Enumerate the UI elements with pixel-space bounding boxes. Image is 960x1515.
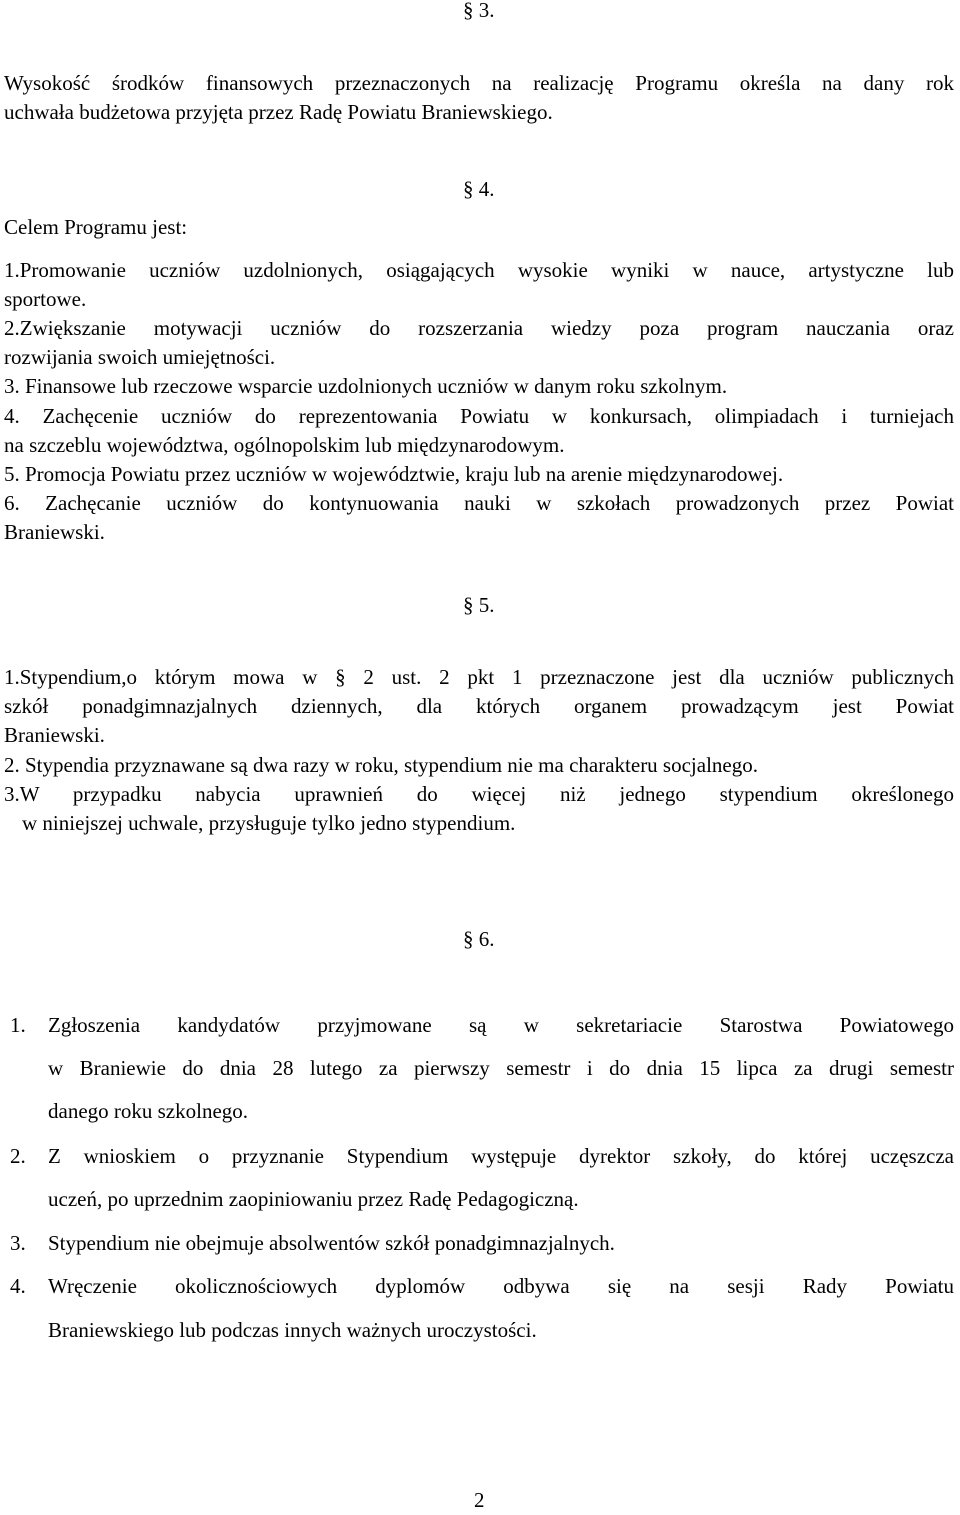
section-4-line-3: 2.Zwiększanie motywacji uczniów do rozszerzania wiedzy poza program nauczania oraz [4,316,954,340]
section-5-line-5: 3.W przypadku nabycia uprawnień do więcej niż jednego stypendium określonego [4,782,954,806]
section-6-item-2-line-1: Z wnioskiem o przyznanie Stypendium występuje dyrektor szkoły, do której uczęszcza [48,1144,954,1168]
section-6-item-1-number: 1. [10,1013,26,1037]
section-6-item-4-number: 4. [10,1274,26,1298]
section-4-line-8: 5. Promocja Powiatu przez uczniów w województwie, kraju lub na arenie międzynarodowej. [4,462,784,486]
section-4-line-5: 3. Finansowe lub rzeczowe wsparcie uzdolnionych uczniów w danym roku szkolnym. [4,374,728,398]
section-5-line-1: 1.Stypendium,o którym mowa w § 2 ust. 2 pkt 1 przeznaczone jest dla uczniów publicznych [4,665,954,689]
section-4-line-6: 4. Zachęcenie uczniów do reprezentowania Powiatu w konkursach, olimpiadach i turniejach [4,404,954,428]
page-number: 2 [474,1488,485,1512]
section-4-intro: Celem Programu jest: [4,215,188,239]
section-5-line-4: 2. Stypendia przyznawane są dwa razy w roku, stypendium nie ma charakteru socjalnego. [4,753,758,777]
section-4-line-1: 1.Promowanie uczniów uzdolnionych, osiągających wysokie wyniki w nauce, artystyczne lub [4,258,954,282]
section-5-line-2: szkół ponadgimnazjalnych dziennych, dla których organem prowadzącym jest Powiat [4,694,954,718]
section-6-item-2-line-2: uczeń, po uprzednim zaopiniowaniu przez Radę Pedagogiczną. [48,1187,579,1211]
section-6-item-1-line-3: danego roku szkolnego. [48,1099,249,1123]
section-3-heading: § 3. [463,0,495,22]
section-3-line-2: uchwała budżetowa przyjęta przez Radę Powiatu Braniewskiego. [4,100,553,124]
section-4-line-10: Braniewski. [4,520,105,544]
section-6-item-3-line-1: Stypendium nie obejmuje absolwentów szkół ponadgimnazjalnych. [48,1231,615,1255]
section-4-line-2: sportowe. [4,287,87,311]
section-4-line-9: 6. Zachęcanie uczniów do kontynuowania nauki w szkołach prowadzonych przez Powiat [4,491,954,515]
section-6-item-1-line-1: Zgłoszenia kandydatów przyjmowane są w sekretariacie Starostwa Powiatowego [48,1013,954,1037]
section-6-item-4-line-2: Braniewskiego lub podczas innych ważnych uroczystości. [48,1318,537,1342]
section-3-line-1: Wysokość środków finansowych przeznaczonych na realizację Programu określa na dany rok [4,71,954,95]
section-5-line-6: w niniejszej uchwale, przysługuje tylko jedno stypendium. [22,811,516,835]
section-6-item-2-number: 2. [10,1144,26,1168]
section-6-item-3-number: 3. [10,1231,26,1255]
section-5-line-3: Braniewski. [4,723,105,747]
section-4-line-7: na szczeblu województwa, ogólnopolskim lub międzynarodowym. [4,433,565,457]
section-5-heading: § 5. [463,593,495,617]
section-6-item-1-line-2: w Braniewie do dnia 28 lutego za pierwszy semestr i do dnia 15 lipca za drugi semestr [48,1056,954,1080]
section-4-heading: § 4. [463,177,495,201]
section-6-heading: § 6. [463,927,495,951]
section-4-line-4: rozwijania swoich umiejętności. [4,345,276,369]
section-6-item-4-line-1: Wręczenie okolicznościowych dyplomów odbywa się na sesji Rady Powiatu [48,1274,954,1298]
